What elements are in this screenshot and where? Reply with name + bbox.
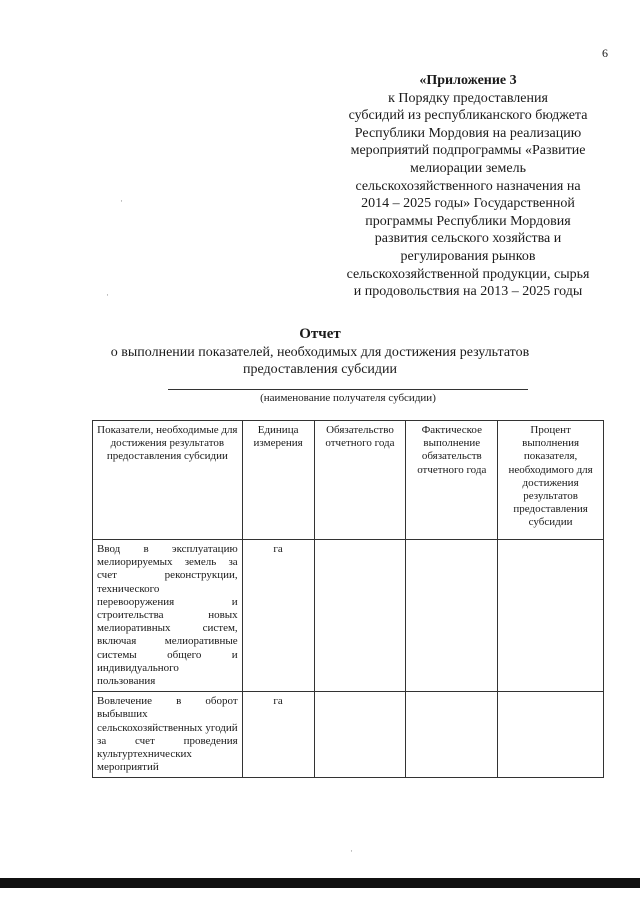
appendix-line: программы Республики Мордовия <box>365 213 571 229</box>
report-title: Отчет <box>299 326 341 342</box>
header-obligation: Обязательство отчетного года <box>314 421 406 540</box>
obligation-cell <box>314 692 406 778</box>
report-table <box>92 420 604 778</box>
scan-speck: · <box>120 196 123 206</box>
header-actual: Фактическое выполнение обязательств отчетного года <box>406 421 498 540</box>
unit-cell: га <box>242 540 314 692</box>
recipient-caption: (наименование получателя субсидии) <box>260 392 436 404</box>
header-indicator: Показатели, необходимые для достижения результатов предоставления субсидии <box>93 421 243 540</box>
appendix-block <box>318 72 618 301</box>
report-subtitle-line: предоставления субсидии <box>242 362 398 377</box>
report-subtitle <box>110 344 530 378</box>
header-percent: Процент выполнения показателя, необходимого для достижения результатов предоставления субсидии <box>498 421 604 540</box>
appendix-line: к Порядку предоставления <box>388 90 548 106</box>
actual-cell <box>406 540 498 692</box>
appendix-line: регулирования рынков <box>400 248 536 264</box>
scan-speck: · <box>350 846 353 856</box>
report-subtitle-line: о выполнении показателей, необходимых для достижения результатов <box>110 345 530 360</box>
appendix-line: мелиорации земель <box>410 160 526 176</box>
appendix-line: 2014 – 2025 годы» Государственной <box>361 196 575 212</box>
table-row <box>93 540 604 692</box>
table-row <box>93 692 604 778</box>
scan-edge-bar <box>0 878 640 888</box>
appendix-line: сельскохозяйственного назначения на <box>355 178 581 194</box>
actual-cell <box>406 692 498 778</box>
percent-cell <box>498 692 604 778</box>
table-header-row <box>93 421 604 540</box>
obligation-cell <box>314 540 406 692</box>
recipient-blank-line <box>168 389 528 390</box>
appendix-line: сельскохозяйственной продукции, сырья <box>346 266 590 282</box>
appendix-line: и продовольствия на 2013 – 2025 годы <box>353 284 583 300</box>
page-number: 6 <box>602 46 608 60</box>
indicator-cell: Ввод в эксплуатацию мелиорируемых земель за счет реконструкции, технического перевооружения и строительства новых мелиоративных систем, включая мелиоративные системы общего и индивидуального пользования <box>93 540 243 692</box>
appendix-line: субсидий из республиканского бюджета <box>348 108 588 124</box>
indicator-cell: Вовлечение в оборот выбывших сельскохозяйственных угодий за счет проведения культуртехнических мероприятий <box>93 692 243 778</box>
appendix-line: развития сельского хозяйства и <box>374 231 562 247</box>
appendix-line: Республики Мордовия на реализацию <box>354 125 582 141</box>
header-unit: Единица измерения <box>242 421 314 540</box>
percent-cell <box>498 540 604 692</box>
appendix-heading: «Приложение 3 <box>419 73 517 88</box>
unit-cell: га <box>242 692 314 778</box>
appendix-line: мероприятий подпрограммы «Развитие <box>350 143 586 159</box>
scan-speck: · <box>106 290 109 300</box>
